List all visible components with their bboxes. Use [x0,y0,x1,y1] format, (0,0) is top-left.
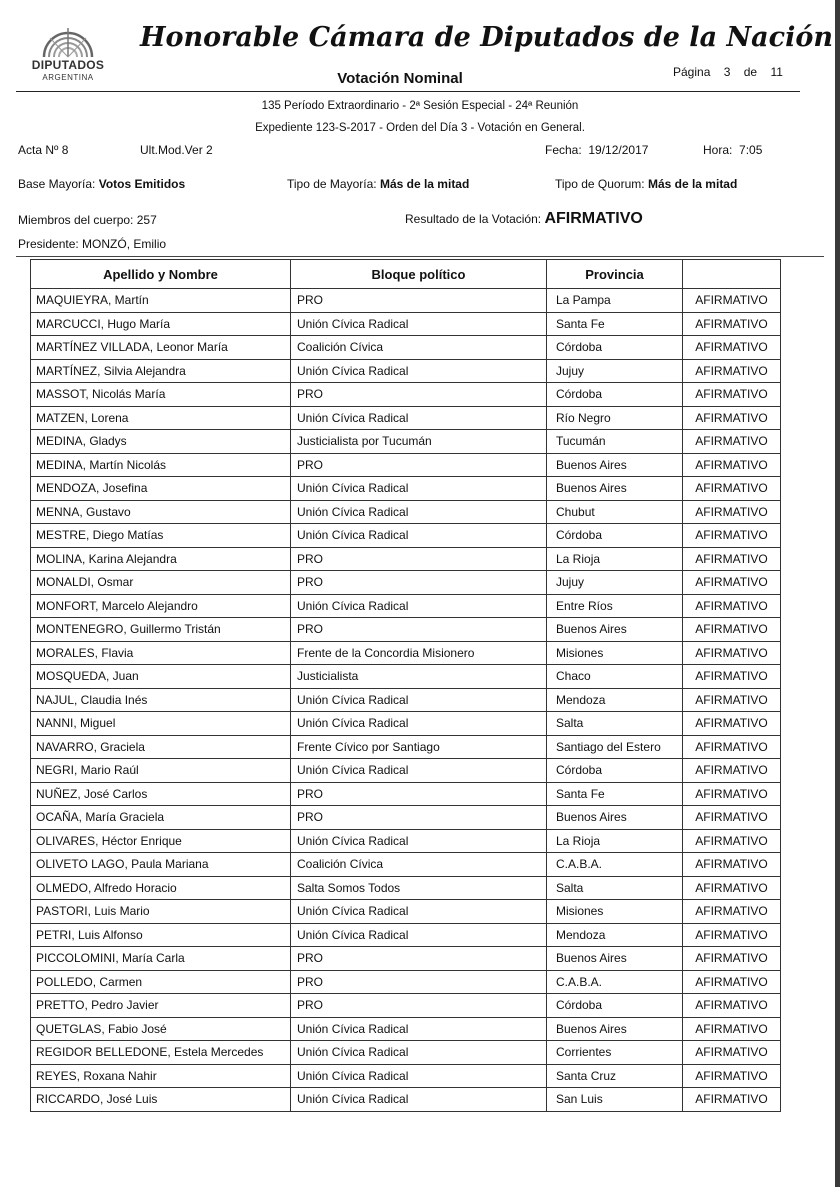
cell-voto: AFIRMATIVO [683,336,781,360]
table-row [31,665,781,689]
cell-provincia: Santa Fe [547,312,683,336]
cell-voto: AFIRMATIVO [683,453,781,477]
cell-provincia: Corrientes [547,1041,683,1065]
page-right-edge [835,0,840,1187]
presidente-label: Presidente: [18,237,79,251]
cell-bloque: PRO [291,547,547,571]
cell-provincia: Córdoba [547,383,683,407]
cell-nombre: OLIVARES, Héctor Enrique [31,829,291,853]
header-divider [16,91,800,92]
resultado-value: AFIRMATIVO [544,210,643,227]
cell-voto: AFIRMATIVO [683,500,781,524]
table-row [31,735,781,759]
cell-nombre: RICCARDO, José Luis [31,1088,291,1112]
cell-bloque: PRO [291,383,547,407]
cell-voto: AFIRMATIVO [683,829,781,853]
cell-voto: AFIRMATIVO [683,782,781,806]
cell-nombre: QUETGLAS, Fabio José [31,1017,291,1041]
cell-bloque: Unión Cívica Radical [291,359,547,383]
cell-bloque: PRO [291,994,547,1018]
cell-voto: AFIRMATIVO [683,289,781,313]
cell-provincia: Córdoba [547,524,683,548]
cell-nombre: OLMEDO, Alfredo Horacio [31,876,291,900]
table-row [31,406,781,430]
cell-provincia: Jujuy [547,571,683,595]
table-row [31,571,781,595]
cell-voto: AFIRMATIVO [683,688,781,712]
session-line-1: 135 Período Extraordinario - 2ª Sesión Especial - 24ª Reunión [261,100,579,112]
cell-nombre: MORALES, Flavia [31,641,291,665]
table-row [31,970,781,994]
fecha-field [545,143,648,157]
cell-bloque: Coalición Cívica [291,336,547,360]
cell-bloque: Unión Cívica Radical [291,1017,547,1041]
document-subtitle: Votación Nominal [337,70,463,87]
cell-nombre: MATZEN, Lorena [31,406,291,430]
chamber-title: Honorable Cámara de Diputados de la Nación [140,22,833,53]
cell-bloque: Unión Cívica Radical [291,1064,547,1088]
cell-voto: AFIRMATIVO [683,947,781,971]
cell-bloque: Unión Cívica Radical [291,524,547,548]
resultado-label: Resultado de la Votación: [405,212,542,226]
cell-nombre: NAVARRO, Graciela [31,735,291,759]
cell-provincia: Misiones [547,900,683,924]
table-row [31,1041,781,1065]
cell-bloque: Unión Cívica Radical [291,406,547,430]
cell-bloque: PRO [291,782,547,806]
cell-nombre: MONTENEGRO, Guillermo Tristán [31,618,291,642]
cell-voto: AFIRMATIVO [683,618,781,642]
table-row [31,383,781,407]
ult-mod-version: Ult.Mod.Ver 2 [140,143,213,157]
table-row [31,547,781,571]
cell-voto: AFIRMATIVO [683,359,781,383]
cell-bloque: Justicialista por Tucumán [291,430,547,454]
miembros-value: 257 [136,213,157,227]
cell-provincia: Buenos Aires [547,947,683,971]
table-row [31,947,781,971]
table-row [31,759,781,783]
cell-voto: AFIRMATIVO [683,406,781,430]
fecha-value: 19/12/2017 [588,143,649,157]
table-row [31,1064,781,1088]
cell-voto: AFIRMATIVO [683,900,781,924]
table-row [31,1017,781,1041]
base-mayoria-value: Votos Emitidos [98,177,186,191]
table-header-row [31,260,781,289]
cell-voto: AFIRMATIVO [683,1041,781,1065]
cell-nombre: MARTÍNEZ, Silvia Alejandra [31,359,291,383]
cell-provincia: Córdoba [547,759,683,783]
table-body [31,289,781,1112]
cell-provincia: Santiago del Estero [547,735,683,759]
cell-nombre: PASTORI, Luis Mario [31,900,291,924]
table-row [31,594,781,618]
cell-voto: AFIRMATIVO [683,759,781,783]
cell-nombre: OLIVETO LAGO, Paula Mariana [31,853,291,877]
cell-provincia: Río Negro [547,406,683,430]
cell-bloque: Unión Cívica Radical [291,477,547,501]
tipo-mayoria-value: Más de la mitad [379,177,470,191]
cell-nombre: MESTRE, Diego Matías [31,524,291,548]
cell-bloque: PRO [291,453,547,477]
cell-bloque: Unión Cívica Radical [291,900,547,924]
cell-nombre: MOSQUEDA, Juan [31,665,291,689]
page-label: Página [673,65,711,79]
cell-nombre: MARCUCCI, Hugo María [31,312,291,336]
page-of: de [743,65,758,79]
table-row [31,477,781,501]
page-total: 11 [770,65,783,79]
cell-voto: AFIRMATIVO [683,383,781,407]
cell-provincia: La Pampa [547,289,683,313]
cell-provincia: Santa Fe [547,782,683,806]
table-row [31,712,781,736]
cell-provincia: La Rioja [547,547,683,571]
logo-line1: DIPUTADOS [31,58,105,72]
fecha-label: Fecha: [545,143,582,157]
congress-dome-icon [18,24,118,58]
tipo-quorum-label: Tipo de Quorum: [555,177,645,191]
header-voto [683,260,781,289]
cell-nombre: MONFORT, Marcelo Alejandro [31,594,291,618]
cell-provincia: Santa Cruz [547,1064,683,1088]
table-row [31,312,781,336]
cell-bloque: Justicialista [291,665,547,689]
diputados-logo [18,24,118,90]
cell-provincia: Entre Ríos [547,594,683,618]
header-bloque: Bloque político [291,260,547,289]
page-indicator [673,65,793,79]
cell-bloque: Unión Cívica Radical [291,923,547,947]
cell-provincia: Chaco [547,665,683,689]
cell-nombre: MEDINA, Gladys [31,430,291,454]
cell-bloque: Frente Cívico por Santiago [291,735,547,759]
cell-voto: AFIRMATIVO [683,853,781,877]
base-mayoria [18,177,185,191]
table-row [31,1088,781,1112]
table-row [31,500,781,524]
cell-voto: AFIRMATIVO [683,876,781,900]
cell-nombre: NUÑEZ, José Carlos [31,782,291,806]
logo-line2: ARGENTINA [42,73,94,82]
cell-provincia: Buenos Aires [547,477,683,501]
table-row [31,829,781,853]
table-row [31,453,781,477]
cell-provincia: Mendoza [547,688,683,712]
resultado-votacion [405,210,643,228]
cell-provincia: C.A.B.A. [547,853,683,877]
table-row [31,900,781,924]
cell-bloque: Unión Cívica Radical [291,500,547,524]
cell-bloque: Salta Somos Todos [291,876,547,900]
cell-bloque: PRO [291,289,547,313]
cell-bloque: PRO [291,970,547,994]
cell-provincia: Córdoba [547,994,683,1018]
cell-nombre: NAJUL, Claudia Inés [31,688,291,712]
tipo-mayoria [287,177,469,191]
acta-number: Acta Nº 8 [18,143,69,157]
votes-table [30,259,781,1112]
cell-nombre: MAQUIEYRA, Martín [31,289,291,313]
cell-voto: AFIRMATIVO [683,312,781,336]
cell-provincia: C.A.B.A. [547,970,683,994]
table-row [31,289,781,313]
cell-nombre: MONALDI, Osmar [31,571,291,595]
cell-bloque: PRO [291,571,547,595]
table-row [31,806,781,830]
cell-voto: AFIRMATIVO [683,735,781,759]
cell-nombre: MOLINA, Karina Alejandra [31,547,291,571]
cell-voto: AFIRMATIVO [683,1088,781,1112]
table-row [31,876,781,900]
cell-voto: AFIRMATIVO [683,1017,781,1041]
miembros-cuerpo [18,213,157,227]
session-line-2: Expediente 123-S-2017 - Orden del Día 3 - Votación en General. [255,122,585,134]
tipo-mayoria-label: Tipo de Mayoría: [287,177,377,191]
cell-bloque: PRO [291,806,547,830]
tipo-quorum [555,177,737,191]
cell-nombre: REYES, Roxana Nahir [31,1064,291,1088]
cell-nombre: PETRI, Luis Alfonso [31,923,291,947]
cell-provincia: Buenos Aires [547,453,683,477]
cell-nombre: MARTÍNEZ VILLADA, Leonor María [31,336,291,360]
cell-bloque: Unión Cívica Radical [291,759,547,783]
presidente-value: MONZÓ, Emilio [82,237,167,251]
table-row [31,336,781,360]
table-row [31,994,781,1018]
hora-field [703,143,762,157]
cell-provincia: Misiones [547,641,683,665]
cell-nombre: NEGRI, Mario Raúl [31,759,291,783]
cell-voto: AFIRMATIVO [683,1064,781,1088]
tipo-quorum-value: Más de la mitad [647,177,738,191]
table-row [31,430,781,454]
table-row [31,688,781,712]
cell-bloque: Frente de la Concordia Misionero [291,641,547,665]
table-row [31,641,781,665]
meta-divider [16,256,824,257]
cell-nombre: MENNA, Gustavo [31,500,291,524]
cell-nombre: MENDOZA, Josefina [31,477,291,501]
page-current: 3 [723,65,731,79]
cell-provincia: Buenos Aires [547,806,683,830]
presidente [18,237,166,251]
cell-provincia: Córdoba [547,336,683,360]
cell-nombre: MEDINA, Martín Nicolás [31,453,291,477]
base-mayoria-label: Base Mayoría: [18,177,96,191]
cell-nombre: OCAÑA, María Graciela [31,806,291,830]
cell-bloque: Unión Cívica Radical [291,594,547,618]
table-row [31,359,781,383]
cell-provincia: Buenos Aires [547,1017,683,1041]
table-row [31,782,781,806]
cell-nombre: PICCOLOMINI, María Carla [31,947,291,971]
cell-nombre: POLLEDO, Carmen [31,970,291,994]
header-nombre: Apellido y Nombre [31,260,291,289]
table-row [31,853,781,877]
cell-provincia: Buenos Aires [547,618,683,642]
cell-nombre: PRETTO, Pedro Javier [31,994,291,1018]
cell-nombre: MASSOT, Nicolás María [31,383,291,407]
cell-voto: AFIRMATIVO [683,712,781,736]
cell-provincia: San Luis [547,1088,683,1112]
cell-provincia: Tucumán [547,430,683,454]
cell-voto: AFIRMATIVO [683,571,781,595]
cell-voto: AFIRMATIVO [683,477,781,501]
cell-voto: AFIRMATIVO [683,923,781,947]
cell-bloque: Unión Cívica Radical [291,829,547,853]
header-provincia: Provincia [547,260,683,289]
cell-voto: AFIRMATIVO [683,547,781,571]
cell-bloque: Unión Cívica Radical [291,688,547,712]
cell-bloque: Unión Cívica Radical [291,712,547,736]
hora-label: Hora: [703,143,733,157]
cell-bloque: Unión Cívica Radical [291,1088,547,1112]
cell-provincia: Salta [547,712,683,736]
cell-bloque: Unión Cívica Radical [291,1041,547,1065]
table-row [31,618,781,642]
cell-provincia: Jujuy [547,359,683,383]
cell-provincia: Mendoza [547,923,683,947]
cell-bloque: Coalición Cívica [291,853,547,877]
cell-voto: AFIRMATIVO [683,994,781,1018]
cell-voto: AFIRMATIVO [683,594,781,618]
cell-bloque: PRO [291,618,547,642]
cell-nombre: REGIDOR BELLEDONE, Estela Mercedes [31,1041,291,1065]
table-row [31,923,781,947]
cell-voto: AFIRMATIVO [683,430,781,454]
miembros-label: Miembros del cuerpo: [18,213,134,227]
cell-voto: AFIRMATIVO [683,806,781,830]
cell-voto: AFIRMATIVO [683,641,781,665]
table-row [31,524,781,548]
cell-bloque: Unión Cívica Radical [291,312,547,336]
cell-provincia: La Rioja [547,829,683,853]
cell-voto: AFIRMATIVO [683,970,781,994]
hora-value: 7:05 [739,143,763,157]
cell-bloque: PRO [291,947,547,971]
cell-nombre: NANNI, Miguel [31,712,291,736]
cell-provincia: Chubut [547,500,683,524]
cell-provincia: Salta [547,876,683,900]
cell-voto: AFIRMATIVO [683,665,781,689]
cell-voto: AFIRMATIVO [683,524,781,548]
